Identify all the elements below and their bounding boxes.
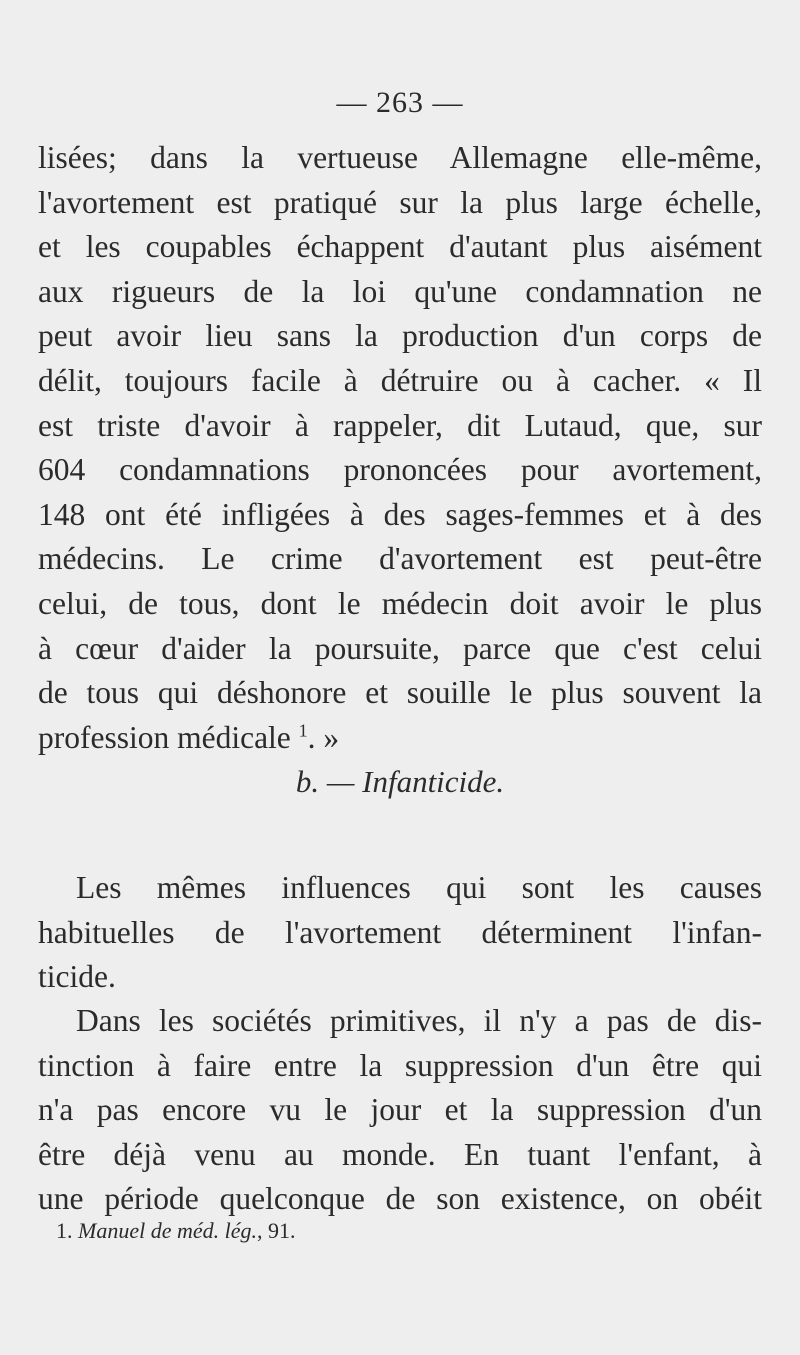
text-line: tinction à faire entre la suppression d'un être qui [38, 1047, 762, 1083]
text-line: peut avoir lieu sans la production d'un corps de [38, 318, 762, 354]
text-line: délit, toujours facile à détruire ou à cacher. « Il [38, 362, 762, 398]
footnote [56, 1218, 296, 1244]
text-line: habituelles de l'avortement déterminent l'infan- [38, 914, 762, 950]
text-line: ticide. [38, 959, 116, 995]
text-line: et les coupables échappent d'autant plus aisément [38, 229, 762, 265]
text-line: Les mêmes influences qui sont les causes [76, 870, 762, 905]
paragraph-2 [38, 866, 762, 1000]
paragraph-3 [38, 999, 762, 1222]
paragraph-1 [38, 136, 762, 760]
text-line: n'a pas encore vu le jour et la suppression d'un [38, 1092, 762, 1128]
text-line: à cœur d'aider la poursuite, parce que c'est celui [38, 630, 762, 666]
text-line: de tous qui déshonore et souille le plus souvent la [38, 675, 762, 711]
text-line: lisées; dans la vertueuse Allemagne elle-même, [38, 140, 762, 175]
text-line: celui, de tous, dont le médecin doit avoir le plus [38, 585, 762, 621]
text-line: l'avortement est pratiqué sur la plus large échelle, [38, 184, 762, 220]
text-line-last [38, 716, 762, 761]
text-line-content: profession médicale [38, 719, 291, 755]
text-line: médecins. Le crime d'avortement est peut-être [38, 541, 762, 577]
section-heading: b. — Infanticide. [295, 764, 505, 799]
footnote-reference: 1 [298, 720, 308, 741]
quote-closing: . » [307, 719, 340, 755]
text-line: être déjà venu au monde. En tuant l'enfant, à [38, 1136, 762, 1172]
footnote-number: 1. [56, 1218, 73, 1243]
text-line: Dans les sociétés primitives, il n'y a pas de dis- [76, 1003, 762, 1038]
text-line: 148 ont été infligées à des sages-femmes et à des [38, 496, 762, 532]
text-line: aux rigueurs de la loi qu'une condamnation ne [38, 273, 762, 309]
footnote-source: Manuel de méd. lég. [78, 1218, 257, 1243]
page-number: — 263 — [336, 86, 464, 119]
footnote-page: , 91. [257, 1218, 296, 1243]
text-line: une période quelconque de son existence, on obéit [38, 1181, 762, 1217]
text-line: est triste d'avoir à rappeler, dit Lutaud, que, sur [38, 407, 762, 443]
text-line: 604 condamnations prononcées pour avortement, [38, 452, 762, 488]
